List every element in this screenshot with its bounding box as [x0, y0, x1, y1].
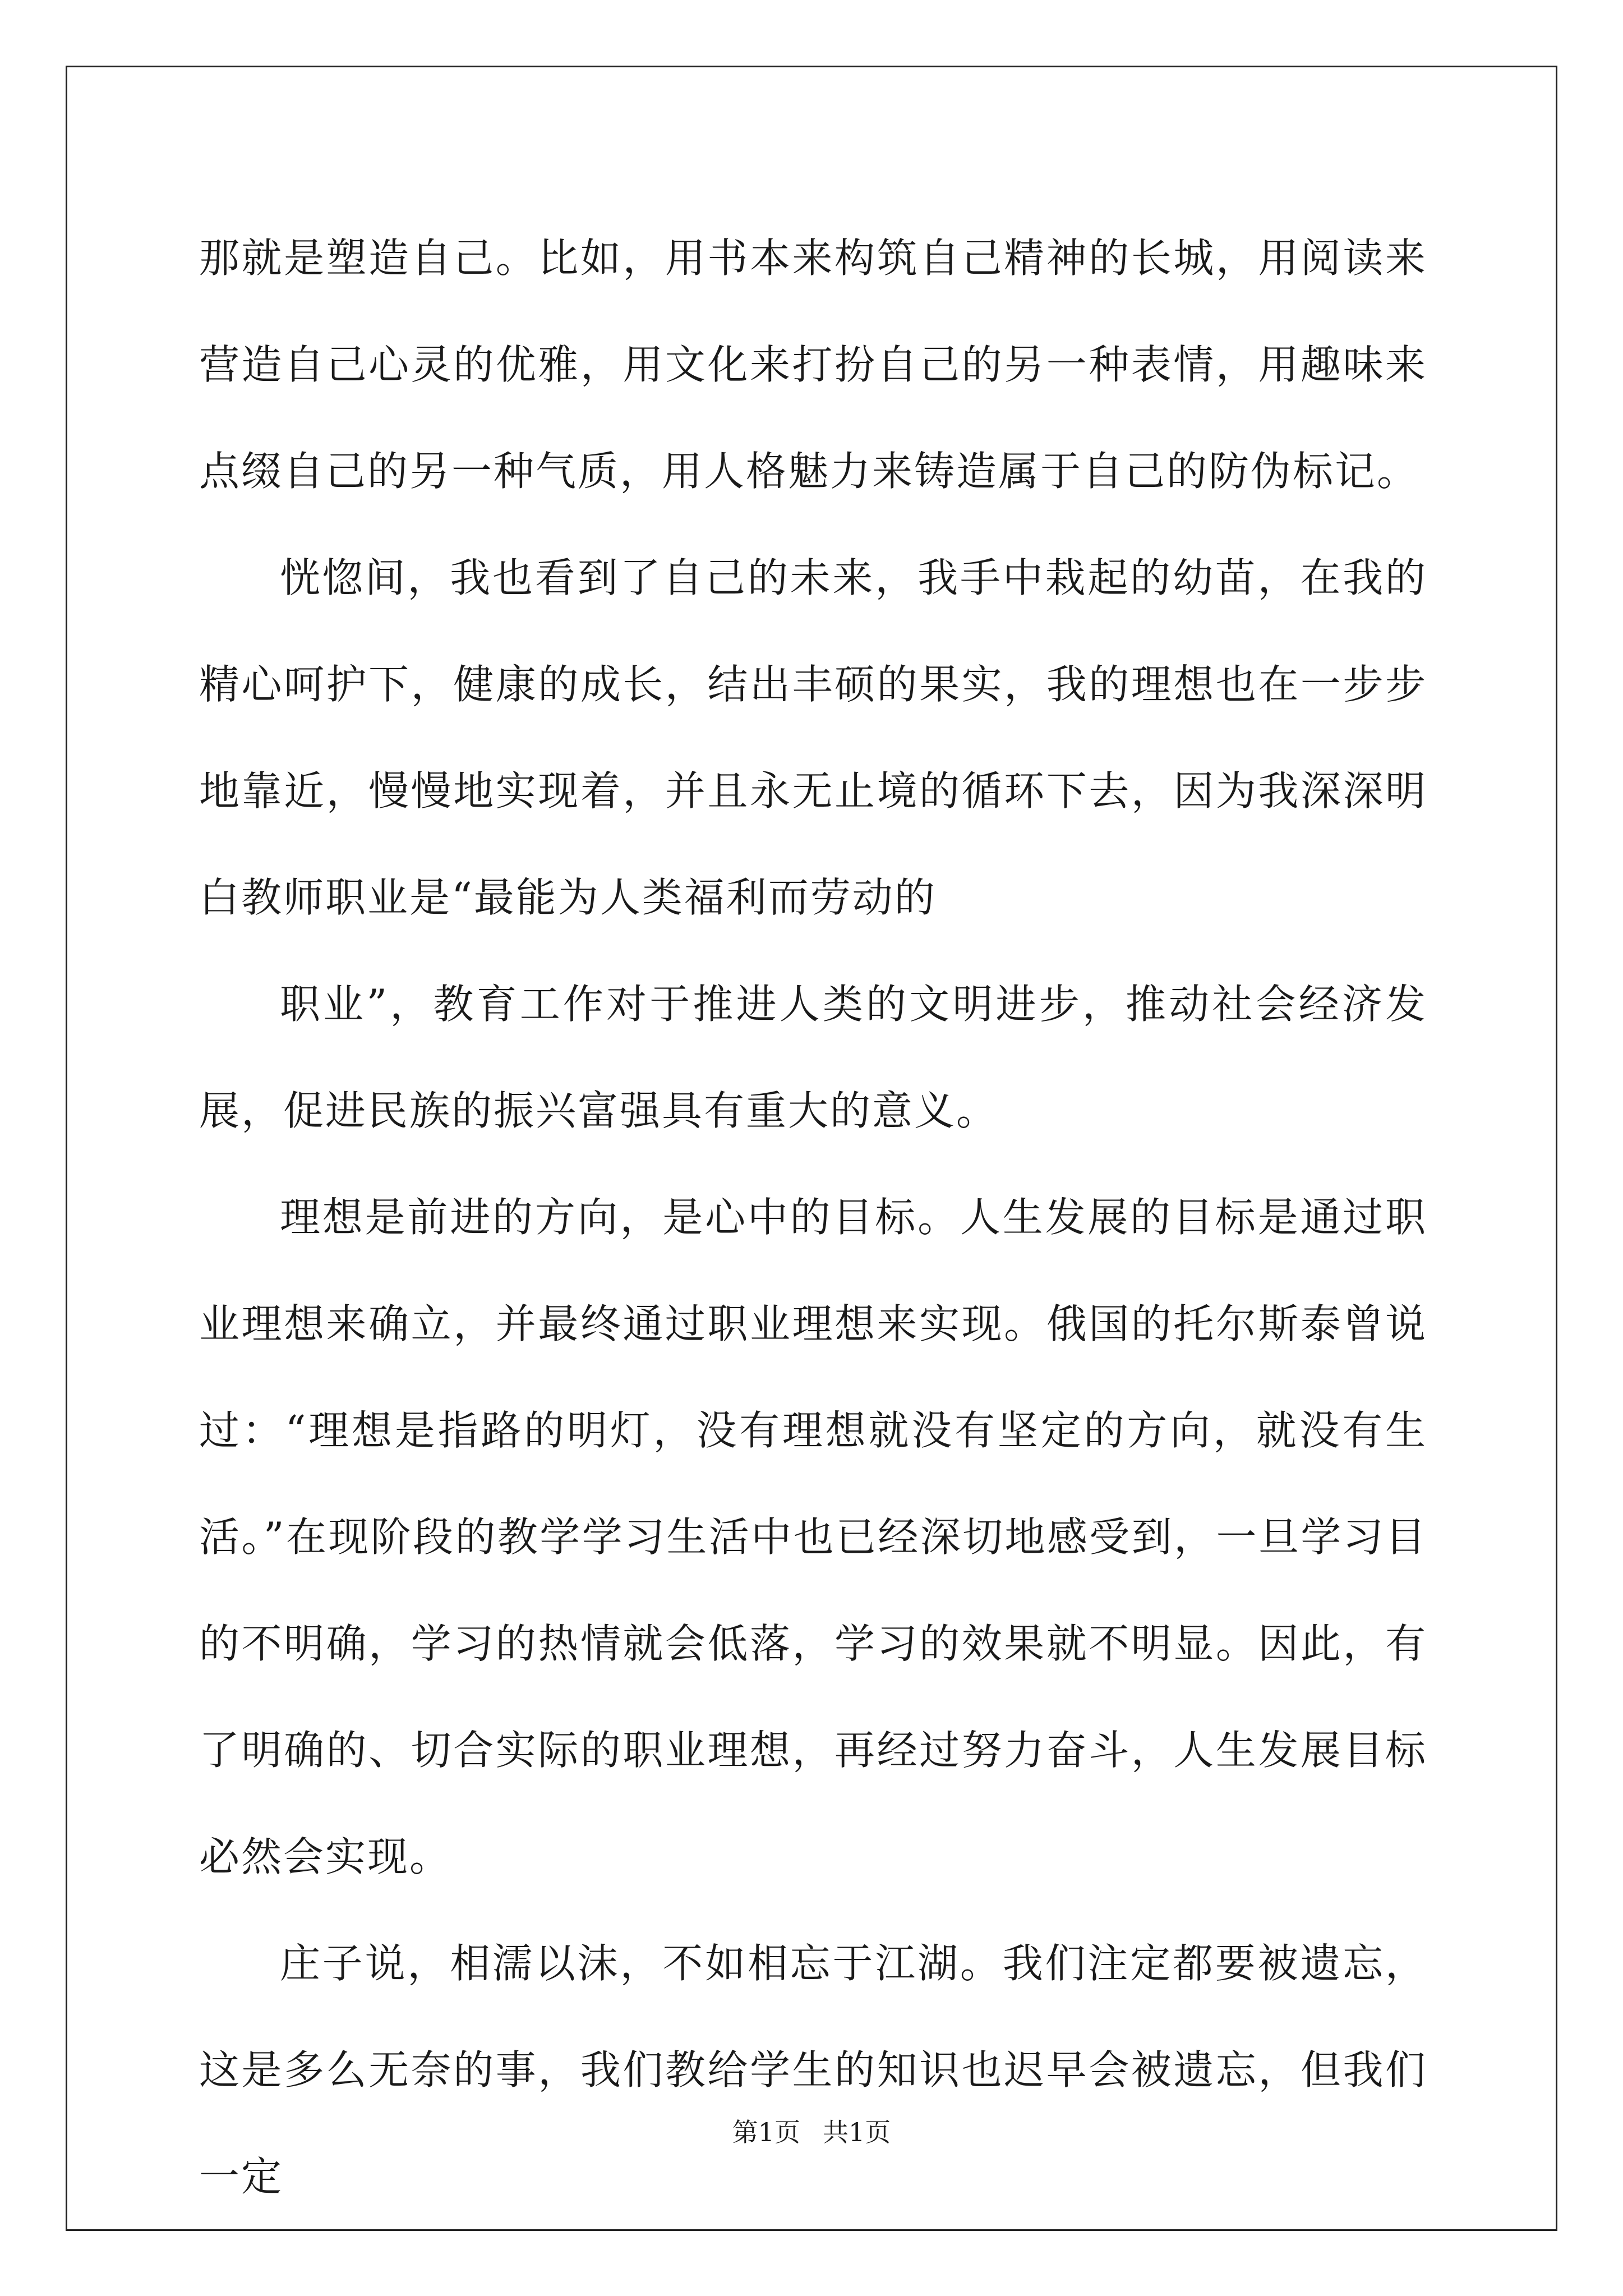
paragraph-4: 理想是前进的方向，是心中的目标。人生发展的目标是通过职业理想来确立，并最终通过职业理想来实现。俄国的托尔斯泰曾说过：“理想是指路的明灯，没有理想就没有坚定的方向，就没有生活。”在现阶段的教学学习生活中也已经深切地感受到，一旦学习目的不明确，学习的热情就会低落，学习的效果就不明显。因此，有了明确的、切合实际的职业理想，再经过努力奋斗，人生发展目标必然会实现。: [199, 1194, 1427, 1880]
paragraph-2: 恍惚间，我也看到了自己的未来，我手中栽起的幼苗，在我的精心呵护下，健康的成长，结出丰硕的果实，我的理想也在一步步地靠近，慢慢地实现着，并且永无止境的循环下去，因为我深深明白教师职业是“最能为人类福利而劳动的: [199, 554, 1427, 921]
document-body: [199, 205, 1427, 2230]
paragraph-5: 庄子说，相濡以沫，不如相忘于江湖。我们注定都要被遗忘，这是多么无奈的事，我们教给学生的知识也迟早会被遗忘，但我们一定: [199, 1940, 1427, 2200]
paragraph-3: 职业”，教育工作对于推进人类的文明进步，推动社会经济发展，促进民族的振兴富强具有重大的意义。: [199, 981, 1427, 1134]
page-total: 共1页: [823, 2117, 891, 2147]
page-number: 第1页: [732, 2117, 800, 2147]
page-footer: [0, 2112, 1623, 2149]
paragraph-1: 那就是塑造自己。比如，用书本来构筑自己精神的长城，用阅读来营造自己心灵的优雅，用文化来打扮自己的另一种表情，用趣味来点缀自己的另一种气质，用人格魅力来铸造属于自己的防伪标记。: [199, 234, 1427, 495]
